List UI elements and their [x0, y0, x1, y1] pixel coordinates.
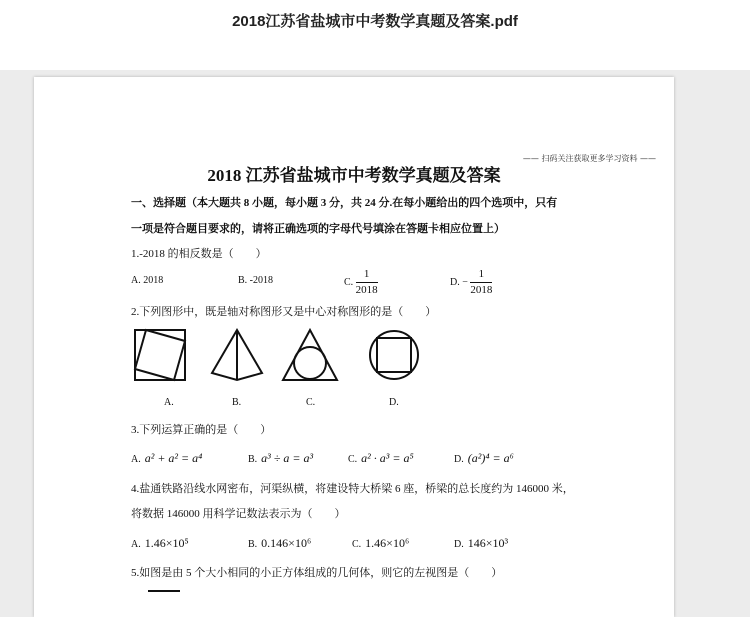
q4-option-c: [352, 534, 409, 552]
q1-option-d-label: D. −: [450, 276, 468, 288]
question-4-stem-line1: 4.盐通铁路沿线水网密布，河渠纵横，将建设特大桥梁 6 座，桥梁的总长度约为 146000 米，: [131, 483, 574, 495]
q4-option-a-label: A.: [131, 539, 141, 550]
q3-option-d-label: D.: [454, 454, 464, 465]
q4-option-b-expression: 0.146×10⁶: [261, 536, 312, 550]
q4-option-d: [454, 534, 508, 552]
q4-option-b-label: B.: [248, 539, 258, 550]
figure-b-pyramid: [208, 327, 266, 383]
q3-option-a: [131, 449, 202, 467]
q4-option-c-label: C.: [352, 539, 362, 550]
q3-option-c-label: C.: [348, 454, 358, 465]
question-5-stem: 5.如图是由 5 个大小相同的小正方体组成的几何体，则它的左视图是（ ）: [131, 567, 503, 579]
question-1-stem: 1.-2018 的相反数是（ ）: [131, 248, 267, 260]
q4-option-d-label: D.: [454, 539, 464, 550]
viewer-header: [0, 0, 750, 70]
figure-b-label: B.: [232, 397, 242, 408]
question-4-stem-line2: 将数据 146000 用科学记数法表示为（ ）: [131, 508, 346, 520]
q3-option-b-expression: a³ ÷ a = a³: [261, 451, 314, 465]
qr-banner: —— 扫码关注获取更多学习资料 ——: [522, 154, 656, 163]
q3-option-c-expression: a² · a³ = a⁵: [361, 451, 414, 465]
q4-option-a-expression: 1.46×10⁵: [144, 536, 189, 550]
q3-option-b-label: B.: [248, 454, 258, 465]
q4-option-d-expression: 146×10³: [467, 536, 509, 550]
q1-option-b: B. -2018: [238, 275, 273, 286]
q3-option-d-expression: (a²)⁴ = a⁶: [467, 451, 514, 465]
q1-option-d-fraction: [470, 267, 492, 298]
pdf-page[interactable]: [34, 77, 674, 617]
q4-option-a: [131, 534, 189, 552]
q4-option-b: [248, 534, 311, 552]
question-3-stem: 3.下列运算正确的是（ ）: [131, 424, 272, 436]
q5-figure-partial: [144, 585, 184, 595]
figure-c-triangle-circle: [280, 327, 340, 383]
q1-option-c-fraction: [356, 267, 378, 298]
q3-option-c: [348, 449, 414, 467]
q1-option-d: [450, 267, 492, 298]
q3-option-a-label: A.: [131, 454, 141, 465]
q3-option-d: [454, 449, 514, 467]
figure-c-label: C.: [306, 397, 316, 408]
q1-option-c: [344, 267, 378, 298]
q1-option-d-denominator: 2018: [470, 284, 493, 296]
document-title: 2018 江苏省盐城市中考数学真题及答案: [207, 166, 501, 185]
q1-option-c-numerator: 1: [356, 267, 378, 283]
figure-d-circle-square: [366, 327, 422, 383]
q1-option-a: A. 2018: [131, 275, 164, 286]
figure-a-square-rotated-square: [132, 327, 188, 383]
q1-option-c-denominator: 2018: [355, 284, 378, 296]
figure-a-label: A.: [164, 397, 174, 408]
file-title: 2018江苏省盐城市中考数学真题及答案.pdf: [232, 13, 518, 30]
section-heading-line2: 一项是符合题目要求的，请将正确选项的字母代号填涂在答题卡相应位置上）: [131, 223, 505, 235]
q3-option-b: [248, 449, 313, 467]
q1-option-d-numerator: 1: [470, 267, 492, 283]
question-2-stem: 2.下列图形中，既是轴对称图形又是中心对称图形的是（ ）: [131, 306, 437, 318]
q3-option-a-expression: a² + a² = a⁴: [144, 451, 203, 465]
section-heading-line1: 一、选择题（本大题共 8 小题，每小题 3 分，共 24 分.在每小题给出的四个选项中，只有: [131, 197, 558, 209]
figure-d-label: D.: [389, 397, 399, 408]
q1-option-c-label: C.: [344, 276, 354, 288]
q4-option-c-expression: 1.46×10⁶: [365, 536, 410, 550]
